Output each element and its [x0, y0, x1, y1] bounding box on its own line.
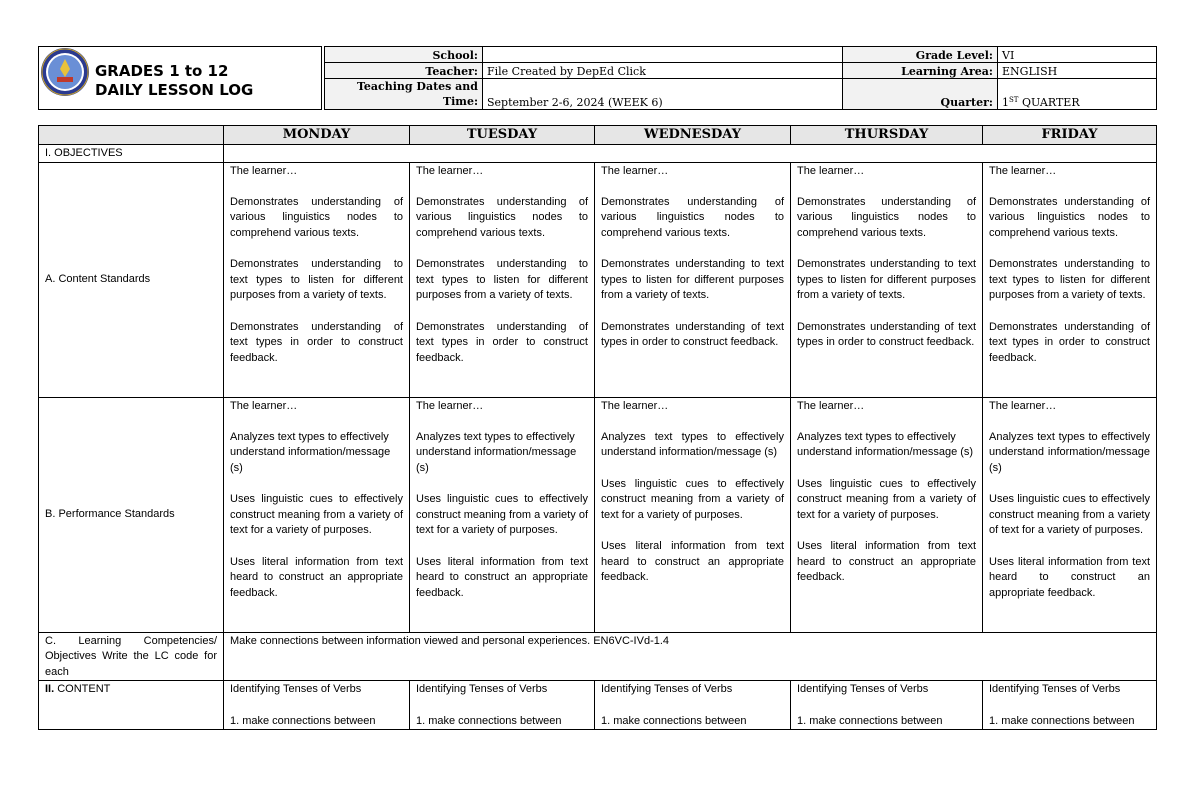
content-standards-thursday[interactable]: The learner… Demonstrates understanding of various linguistics nodes to comprehend various texts. Demonstrates understanding to text types to listen for different purposes from a variety of texts. Demonstrates understanding of text types in order to construct feedback. — [791, 162, 983, 397]
content-standards-wednesday[interactable]: The learner… Demonstrates understanding of various linguistics nodes to comprehend various texts. Demonstrates understanding to text types to listen for different purposes from a variety of texts. Demonstrates understanding of text types in order to construct feedback. — [595, 162, 791, 397]
school-label: School: — [325, 47, 483, 63]
content-standards-friday[interactable]: The learner… Demonstrates understanding of various linguistics nodes to comprehend various texts. Demonstrates understanding to text types to listen for different purposes from a variety of texts. Demonstrates understanding of text types in order to construct feedback. — [983, 162, 1157, 397]
performance-standards-wednesday[interactable]: The learner… Analyzes text types to effectively understand information/message (s) Uses linguistic cues to effectively construct meaning from a variety of text for a variety of purposes. Uses literal information from text heard to construct an appropriate feedback. — [595, 397, 791, 632]
competencies-label: C. Learning Competencies/ Objectives Write the LC code for each — [39, 632, 224, 681]
learning-area-label: Learning Area: — [843, 63, 998, 79]
day-monday: MONDAY — [224, 126, 410, 145]
content-tuesday[interactable]: Identifying Tenses of Verbs 1. make connections between — [410, 681, 595, 730]
quarter-label: Quarter: — [843, 79, 998, 110]
content-thursday[interactable]: Identifying Tenses of Verbs 1. make connections between — [791, 681, 983, 730]
school-field[interactable] — [483, 47, 843, 63]
day-wednesday: WEDNESDAY — [595, 126, 791, 145]
content-standards-label: A. Content Standards — [39, 162, 224, 397]
objectives-heading: I. OBJECTIVES — [39, 145, 224, 163]
day-friday: FRIDAY — [983, 126, 1157, 145]
grade-level-field[interactable]: VI — [998, 47, 1157, 63]
content-row — [39, 681, 1157, 730]
content-standards-tuesday[interactable]: The learner… Demonstrates understanding of various linguistics nodes to comprehend various texts. Demonstrates understanding to text types to listen for different purposes from a variety of texts. Demonstrates understanding of text types in order to construct feedback. — [410, 162, 595, 397]
content-friday[interactable]: Identifying Tenses of Verbs 1. make connections between — [983, 681, 1157, 730]
performance-standards-row — [39, 397, 1157, 632]
lesson-grid — [38, 125, 1157, 730]
teacher-field[interactable]: File Created by DepEd Click — [483, 63, 843, 79]
document-title — [95, 62, 253, 100]
objectives-row — [39, 145, 1157, 163]
performance-standards-tuesday[interactable]: The learner… Analyzes text types to effectively understand information/message (s) Uses linguistic cues to effectively construct meaning from a variety of text for a variety of purposes. Uses literal information from text heard to construct an appropriate feedback. — [410, 397, 595, 632]
quarter-field[interactable]: 1ST QUARTER — [998, 79, 1157, 110]
competencies-row — [39, 632, 1157, 681]
corner-cell — [39, 126, 224, 145]
content-monday[interactable]: Identifying Tenses of Verbs 1. make connections between — [224, 681, 410, 730]
grade-level-label: Grade Level: — [843, 47, 998, 63]
performance-standards-monday[interactable]: The learner… Analyzes text types to effectively understand information/message (s) Uses linguistic cues to effectively construct meaning from a variety of text for a variety of purposes. Uses literal information from text heard to construct an appropriate feedback. — [224, 397, 410, 632]
teacher-label: Teacher: — [325, 63, 483, 79]
objectives-spacer — [224, 145, 1157, 163]
title-line-2: DAILY LESSON LOG — [95, 81, 254, 99]
content-wednesday[interactable]: Identifying Tenses of Verbs 1. make connections between — [595, 681, 791, 730]
performance-standards-thursday[interactable]: The learner… Analyzes text types to effectively understand information/message (s) Uses linguistic cues to effectively construct meaning from a variety of text for a variety of purposes. Uses literal information from text heard to construct an appropriate feedback. — [791, 397, 983, 632]
teaching-dates-label: Teaching Dates and Time: — [325, 79, 483, 110]
title-line-1: GRADES 1 to 12 — [95, 62, 229, 80]
day-header-row — [39, 126, 1157, 145]
content-standards-row — [39, 162, 1157, 397]
deped-seal-icon — [40, 47, 90, 97]
content-label: II. CONTENT — [39, 681, 224, 730]
learning-area-field[interactable]: ENGLISH — [998, 63, 1157, 79]
content-standards-monday[interactable]: The learner… Demonstrates understanding of various linguistics nodes to comprehend various texts. Demonstrates understanding to text types to listen for different purposes from a variety of texts. Demonstrates understanding of text types in order to construct feedback. — [224, 162, 410, 397]
teaching-dates-field[interactable]: September 2-6, 2024 (WEEK 6) — [483, 79, 843, 110]
day-thursday: THURSDAY — [791, 126, 983, 145]
day-tuesday: TUESDAY — [410, 126, 595, 145]
performance-standards-friday[interactable]: The learner… Analyzes text types to effectively understand information/message (s) Uses linguistic cues to effectively construct meaning from a variety of text for a variety of purposes. Uses literal information from text heard to construct an appropriate feedback. — [983, 397, 1157, 632]
competencies-text[interactable]: Make connections between information viewed and personal experiences. EN6VC-IVd-1.4 — [224, 632, 1157, 681]
performance-standards-label: B. Performance Standards — [39, 397, 224, 632]
info-table — [324, 46, 1157, 110]
